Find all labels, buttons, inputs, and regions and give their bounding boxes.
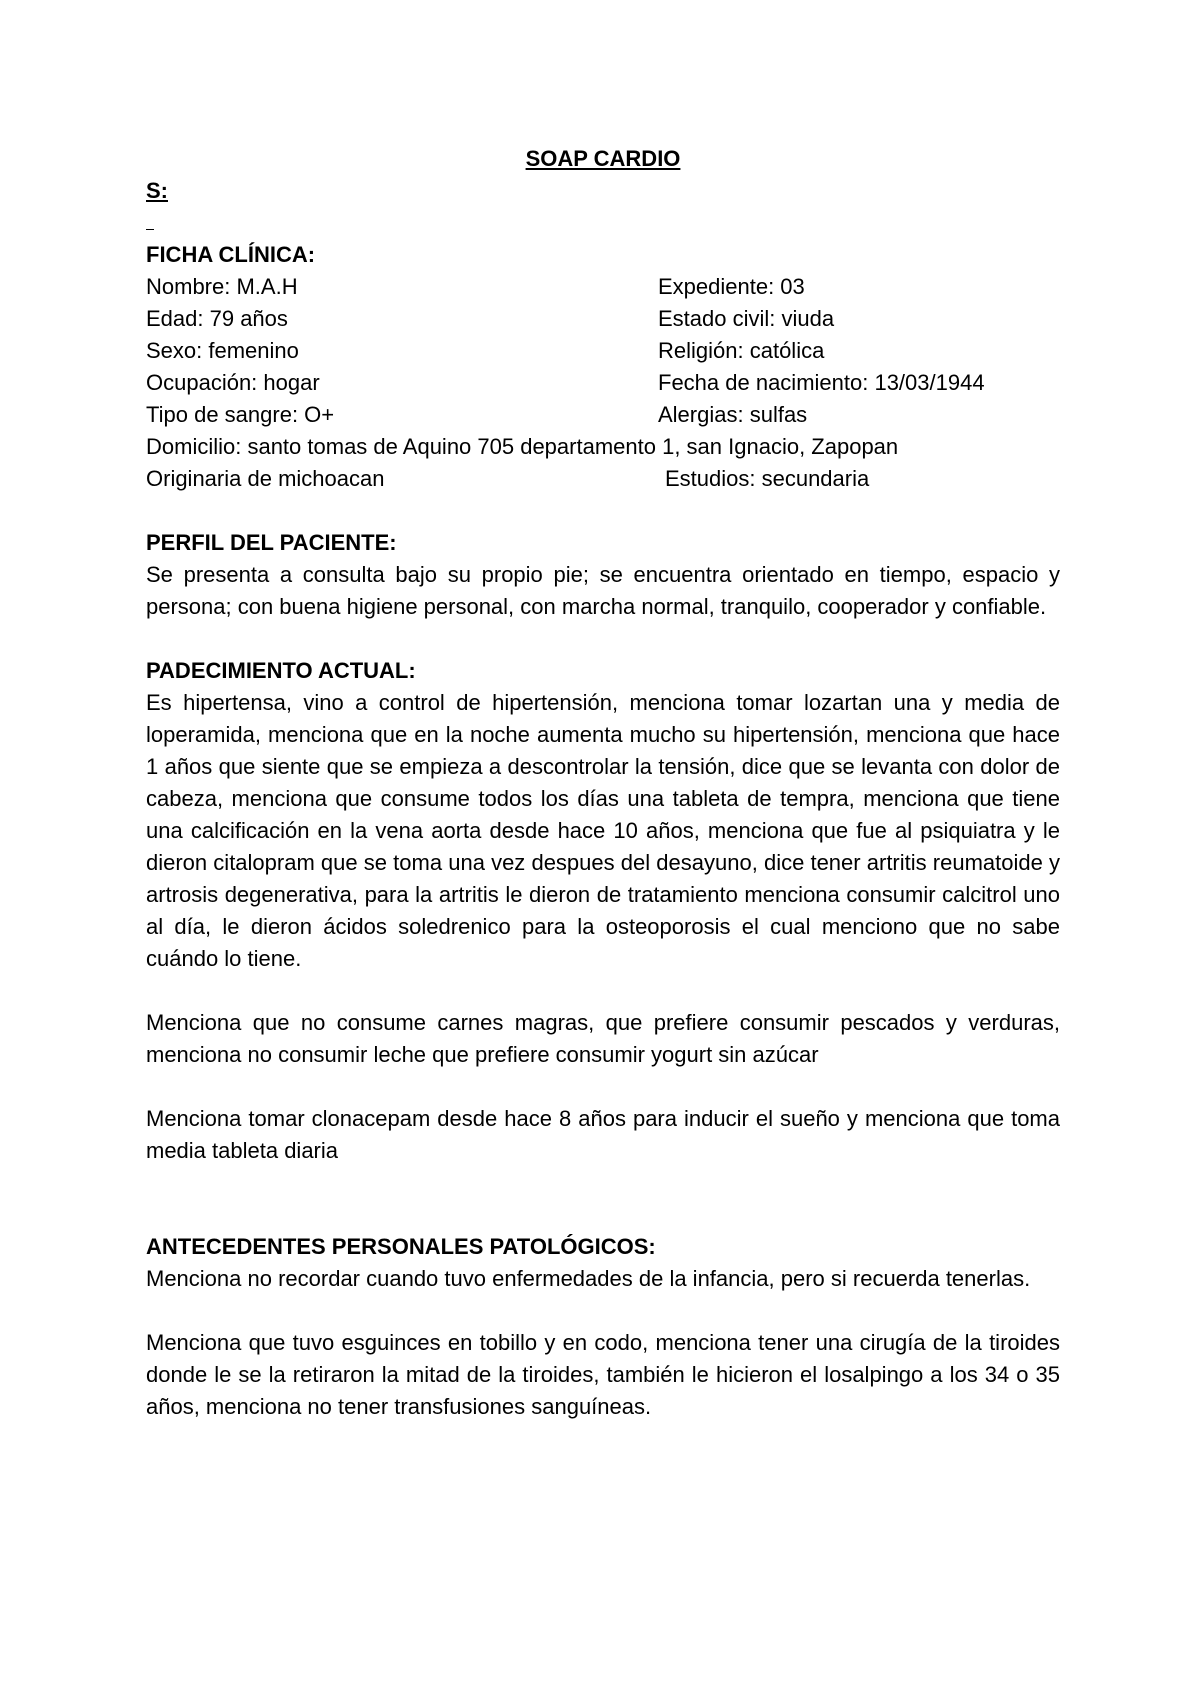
padecimiento-paragraph-1: Es hipertensa, vino a control de hipertensión, menciona tomar lozartan una y media de loperamida, menciona que en la noche aumenta mucho su hipertensión, menciona que hace 1 años que siente que se empieza a descontrolar la tensión, dice que se levanta con dolor de cabeza, menciona que consume todos los días una tableta de tempra, menciona que tiene una calcificación en la vena aorta desde hace 10 años, menciona que fue al psiquiatra y le dieron citalopram que se toma una vez despues del desayuno, dice tener artritis reumatoide y artrosis degenerativa, para la artritis le dieron de tratamiento menciona consumir calcitrol uno al día, le dieron ácidos soledrenico para la osteoporosis el cual menciono que no sabe cuándo lo tiene. xyxy=(146,690,1060,971)
ficha-field-nombre: Nombre: M.A.H xyxy=(146,274,298,299)
ficha-row xyxy=(146,303,1060,335)
ficha-field-alergias: Alergias: sulfas xyxy=(658,402,808,427)
ficha-field-expediente: Expediente: 03 xyxy=(658,274,805,299)
spacer xyxy=(146,495,1060,527)
ficha-field-tipo-sangre: Tipo de sangre: O+ xyxy=(146,402,335,427)
ficha-row xyxy=(146,335,1060,367)
ficha-field-estado-civil: Estado civil: viuda xyxy=(658,306,835,331)
ficha-row xyxy=(146,399,1060,431)
spacer xyxy=(146,623,1060,655)
ficha-row xyxy=(146,271,1060,303)
ficha-field-originaria: Originaria de michoacan xyxy=(146,466,385,491)
perfil-heading: PERFIL DEL PACIENTE: xyxy=(146,530,397,555)
blank-underline xyxy=(146,207,1060,239)
ficha-field-religion: Religión: católica xyxy=(658,338,825,363)
ficha-row xyxy=(146,367,1060,399)
antecedentes-paragraph-1: Menciona no recordar cuando tuvo enfermedades de la infancia, pero si recuerda tenerlas. xyxy=(146,1266,1031,1291)
antecedentes-heading: ANTECEDENTES PERSONALES PATOLÓGICOS: xyxy=(146,1234,656,1259)
antecedentes-paragraph-2: Menciona que tuvo esguinces en tobillo y en codo, menciona tener una cirugía de la tiroides donde le se la retiraron la mitad de la tiroides, también le hicieron el losalpingo a los 34 o 35 años, menciona no tener transfusiones sanguíneas. xyxy=(146,1330,1060,1419)
ficha-field-domicilio: Domicilio: santo tomas de Aquino 705 departamento 1, san Ignacio, Zapopan xyxy=(146,434,899,459)
ficha-field-edad: Edad: 79 años xyxy=(146,306,288,331)
padecimiento-paragraph-2: Menciona que no consume carnes magras, que prefiere consumir pescados y verduras, menciona no consumir leche que prefiere consumir yogurt sin azúcar xyxy=(146,1010,1060,1067)
subjective-label: S: xyxy=(146,178,168,203)
padecimiento-paragraph-3: Menciona tomar clonacepam desde hace 8 años para inducir el sueño y menciona que toma media tableta diaria xyxy=(146,1106,1060,1163)
spacer xyxy=(146,1295,1060,1327)
spacer xyxy=(146,1071,1060,1103)
ficha-field-ocupacion: Ocupación: hogar xyxy=(146,370,320,395)
ficha-field-estudios: Estudios: secundaria xyxy=(665,466,870,491)
underline-mark xyxy=(146,207,154,230)
perfil-paragraph: Se presenta a consulta bajo su propio pie; se encuentra orientado en tiempo, espacio y persona; con buena higiene personal, con marcha normal, tranquilo, cooperador y confiable. xyxy=(146,562,1060,619)
spacer xyxy=(146,975,1060,1007)
ficha-row xyxy=(146,463,1060,495)
ficha-field-sexo: Sexo: femenino xyxy=(146,338,299,363)
spacer xyxy=(146,1167,1060,1231)
padecimiento-heading: PADECIMIENTO ACTUAL: xyxy=(146,658,416,683)
document-title: SOAP CARDIO xyxy=(525,146,681,171)
ficha-field-fecha-nacimiento: Fecha de nacimiento: 13/03/1944 xyxy=(658,370,985,395)
document-page xyxy=(146,143,1060,1423)
ficha-clinica-heading: FICHA CLÍNICA: xyxy=(146,242,316,267)
